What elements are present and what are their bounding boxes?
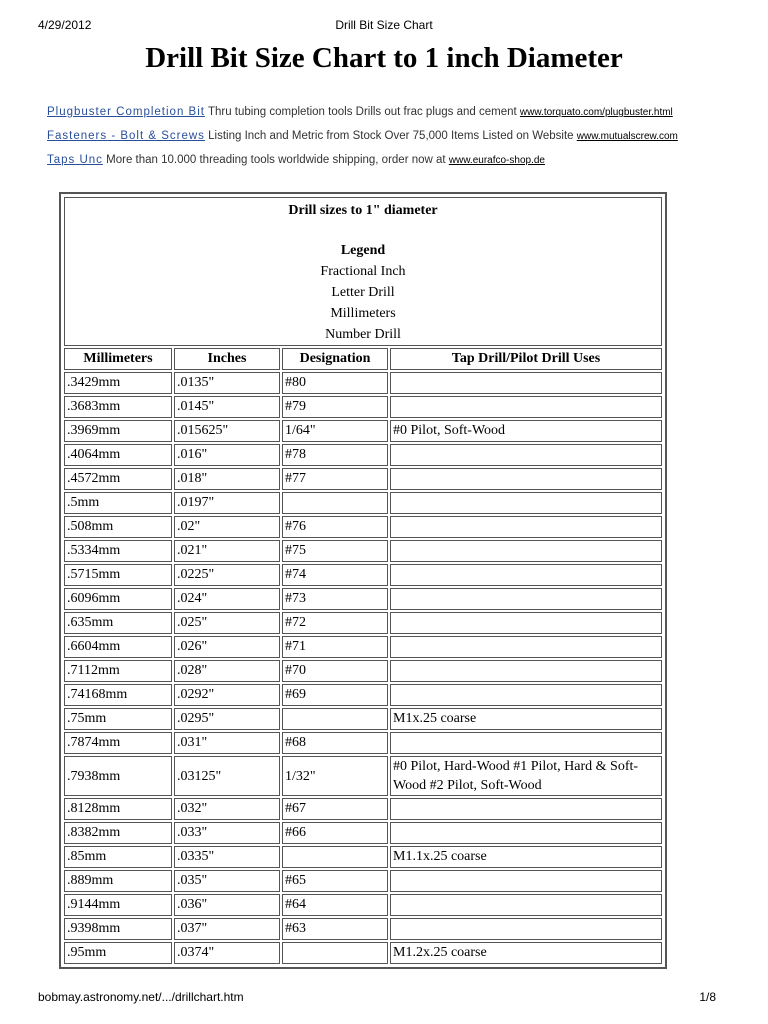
cell-uses: [390, 732, 662, 754]
cell-designation: #63: [282, 918, 388, 940]
cell-designation: #75: [282, 540, 388, 562]
cell-designation: #69: [282, 684, 388, 706]
cell-inches: .0145": [174, 396, 280, 418]
cell-millimeters: .4064mm: [64, 444, 172, 466]
cell-millimeters: .889mm: [64, 870, 172, 892]
table-row: [64, 372, 662, 394]
cell-designation: #67: [282, 798, 388, 820]
cell-designation: #79: [282, 396, 388, 418]
ad-links: [47, 104, 747, 176]
ad-description: Thru tubing completion tools Drills out frac plugs and cement: [207, 106, 517, 118]
cell-uses: [390, 612, 662, 634]
table-row: [64, 918, 662, 940]
cell-inches: .028": [174, 660, 280, 682]
cell-inches: .0135": [174, 372, 280, 394]
cell-inches: .021": [174, 540, 280, 562]
ad-title-link[interactable]: Plugbuster Completion Bit: [47, 106, 205, 118]
cell-inches: .0335": [174, 846, 280, 868]
column-header-designation: Designation: [282, 348, 388, 370]
ad-url-link[interactable]: www.mutualscrew.com: [576, 131, 678, 142]
cell-millimeters: .7938mm: [64, 756, 172, 796]
cell-inches: .031": [174, 732, 280, 754]
cell-millimeters: .6096mm: [64, 588, 172, 610]
table-row: [64, 492, 662, 514]
table-row: [64, 732, 662, 754]
cell-designation: #73: [282, 588, 388, 610]
ad-row: [47, 128, 747, 152]
legend-item-number: Number Drill: [325, 327, 401, 342]
cell-designation: #65: [282, 870, 388, 892]
cell-uses: #0 Pilot, Soft-Wood: [390, 420, 662, 442]
cell-inches: .026": [174, 636, 280, 658]
ad-row: [47, 152, 747, 176]
cell-designation: [282, 708, 388, 730]
cell-uses: M1.1x.25 coarse: [390, 846, 662, 868]
ad-description: More than 10.000 threading tools worldwide shipping, order now at: [106, 154, 446, 166]
cell-millimeters: .8382mm: [64, 822, 172, 844]
table-row: [64, 870, 662, 892]
cell-millimeters: .75mm: [64, 708, 172, 730]
table-row: [64, 420, 662, 442]
cell-millimeters: .3969mm: [64, 420, 172, 442]
legend-row: [64, 197, 662, 346]
cell-designation: #66: [282, 822, 388, 844]
cell-uses: [390, 870, 662, 892]
cell-millimeters: .508mm: [64, 516, 172, 538]
cell-inches: .036": [174, 894, 280, 916]
cell-millimeters: .95mm: [64, 942, 172, 964]
drill-table-frame: [59, 192, 667, 969]
ad-url-link[interactable]: www.torquato.com/plugbuster.html: [519, 107, 673, 118]
ad-row: [47, 104, 747, 128]
cell-uses: [390, 372, 662, 394]
cell-designation: [282, 846, 388, 868]
cell-uses: [390, 564, 662, 586]
cell-uses: [390, 540, 662, 562]
column-header-row: [64, 348, 662, 370]
cell-inches: .0374": [174, 942, 280, 964]
cell-millimeters: .7874mm: [64, 732, 172, 754]
cell-inches: .016": [174, 444, 280, 466]
cell-inches: .024": [174, 588, 280, 610]
table-row: [64, 822, 662, 844]
cell-inches: .025": [174, 612, 280, 634]
ad-title-link[interactable]: Taps Unc: [47, 154, 103, 166]
table-row: [64, 564, 662, 586]
cell-millimeters: .9144mm: [64, 894, 172, 916]
table-row: [64, 708, 662, 730]
cell-inches: .037": [174, 918, 280, 940]
column-header-uses: Tap Drill/Pilot Drill Uses: [390, 348, 662, 370]
cell-designation: 1/32": [282, 756, 388, 796]
cell-millimeters: .635mm: [64, 612, 172, 634]
table-row: [64, 660, 662, 682]
legend-item-letter: Letter Drill: [331, 285, 395, 300]
table-caption: Drill sizes to 1" diameter: [288, 203, 438, 218]
cell-designation: #70: [282, 660, 388, 682]
cell-designation: [282, 942, 388, 964]
cell-uses: #0 Pilot, Hard-Wood #1 Pilot, Hard & Soft-Wood #2 Pilot, Soft-Wood: [390, 756, 662, 796]
table-row: [64, 942, 662, 964]
cell-inches: .0197": [174, 492, 280, 514]
table-row: [64, 846, 662, 868]
table-row: [64, 516, 662, 538]
cell-uses: [390, 468, 662, 490]
cell-inches: .02": [174, 516, 280, 538]
cell-uses: [390, 396, 662, 418]
cell-millimeters: .4572mm: [64, 468, 172, 490]
cell-uses: [390, 822, 662, 844]
legend-title: Legend: [340, 243, 386, 258]
cell-millimeters: .5mm: [64, 492, 172, 514]
cell-millimeters: .7112mm: [64, 660, 172, 682]
table-row: [64, 684, 662, 706]
cell-inches: .0225": [174, 564, 280, 586]
cell-millimeters: .9398mm: [64, 918, 172, 940]
cell-millimeters: .74168mm: [64, 684, 172, 706]
cell-uses: [390, 660, 662, 682]
legend-item-fractional: Fractional Inch: [320, 264, 406, 279]
column-header-inches: Inches: [174, 348, 280, 370]
cell-designation: #68: [282, 732, 388, 754]
print-footer-url: bobmay.astronomy.net/.../drillchart.htm: [38, 990, 244, 1004]
cell-millimeters: .6604mm: [64, 636, 172, 658]
cell-designation: #78: [282, 444, 388, 466]
table-row: [64, 396, 662, 418]
table-row: [64, 798, 662, 820]
cell-uses: [390, 684, 662, 706]
table-row: [64, 468, 662, 490]
ad-title-link[interactable]: Fasteners - Bolt & Screws: [47, 130, 205, 142]
table-row: [64, 444, 662, 466]
cell-designation: 1/64": [282, 420, 388, 442]
cell-millimeters: .3683mm: [64, 396, 172, 418]
legend-item-millimeters: Millimeters: [330, 306, 396, 321]
table-row: [64, 540, 662, 562]
cell-inches: .033": [174, 822, 280, 844]
table-row: [64, 894, 662, 916]
cell-inches: .035": [174, 870, 280, 892]
cell-millimeters: .5334mm: [64, 540, 172, 562]
page-title: Drill Bit Size Chart to 1 inch Diameter: [145, 42, 623, 74]
cell-inches: .0295": [174, 708, 280, 730]
cell-designation: #80: [282, 372, 388, 394]
cell-uses: [390, 798, 662, 820]
cell-uses: [390, 444, 662, 466]
ad-description: Listing Inch and Metric from Stock Over 75,000 Items Listed on Website: [208, 130, 574, 142]
cell-inches: .0292": [174, 684, 280, 706]
cell-millimeters: .5715mm: [64, 564, 172, 586]
table-row: [64, 756, 662, 796]
cell-designation: #64: [282, 894, 388, 916]
cell-designation: #72: [282, 612, 388, 634]
print-header-title: Drill Bit Size Chart: [335, 18, 433, 32]
cell-designation: #71: [282, 636, 388, 658]
cell-inches: .018": [174, 468, 280, 490]
print-header-date: 4/29/2012: [38, 18, 92, 32]
cell-uses: [390, 516, 662, 538]
cell-uses: [390, 636, 662, 658]
cell-designation: #74: [282, 564, 388, 586]
table-row: [64, 588, 662, 610]
cell-designation: #76: [282, 516, 388, 538]
cell-millimeters: .8128mm: [64, 798, 172, 820]
table-row: [64, 636, 662, 658]
cell-inches: .03125": [174, 756, 280, 796]
cell-uses: [390, 894, 662, 916]
cell-designation: [282, 492, 388, 514]
table-row: [64, 612, 662, 634]
cell-uses: M1.2x.25 coarse: [390, 942, 662, 964]
cell-millimeters: .3429mm: [64, 372, 172, 394]
cell-uses: [390, 492, 662, 514]
cell-inches: .015625": [174, 420, 280, 442]
cell-uses: M1x.25 coarse: [390, 708, 662, 730]
legend-cell: [64, 197, 662, 346]
cell-millimeters: .85mm: [64, 846, 172, 868]
cell-uses: [390, 918, 662, 940]
print-footer-page-number: 1/8: [699, 990, 716, 1004]
cell-uses: [390, 588, 662, 610]
ad-url-link[interactable]: www.eurafco-shop.de: [448, 155, 545, 166]
cell-designation: #77: [282, 468, 388, 490]
column-header-millimeters: Millimeters: [64, 348, 172, 370]
drill-size-table: [62, 195, 664, 966]
cell-inches: .032": [174, 798, 280, 820]
